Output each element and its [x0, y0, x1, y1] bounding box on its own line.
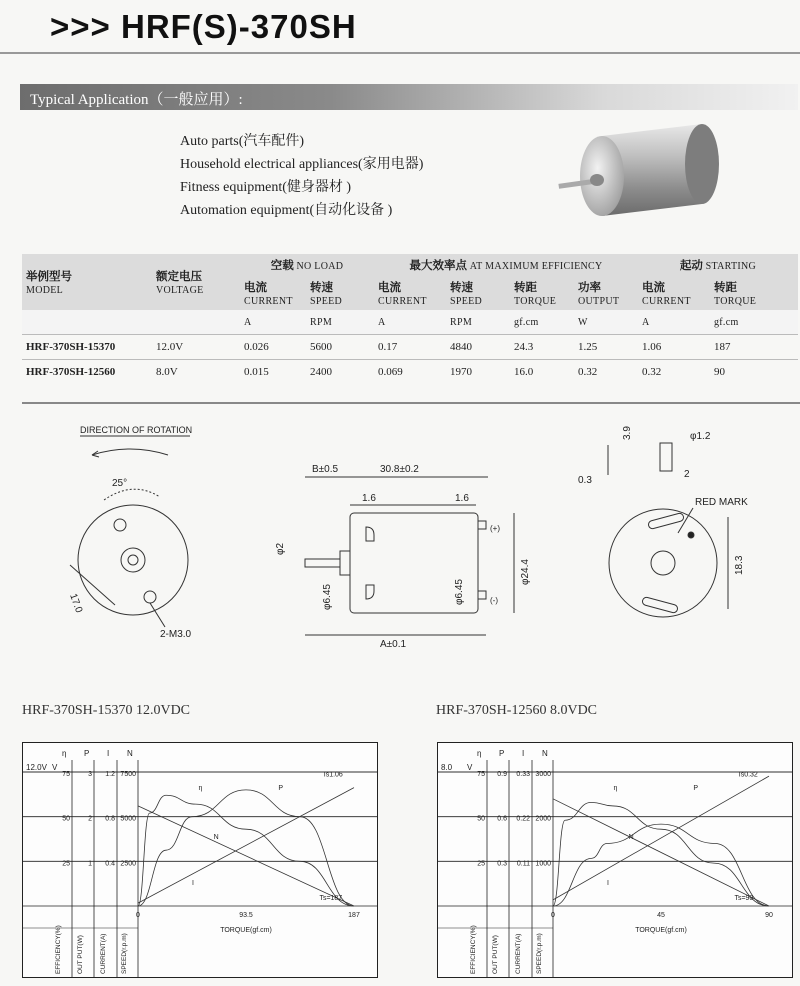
application-item: Auto parts(汽车配件)	[180, 134, 305, 149]
voltage-unit-label: V	[467, 763, 473, 772]
output-header: 功率 OUTPUT	[574, 276, 638, 310]
table-cell: 0.32	[574, 360, 638, 385]
axis-tick-label: 1	[88, 860, 92, 868]
axis-tick-label: 2	[88, 815, 92, 823]
axis-tick-label: 2500	[120, 860, 136, 868]
performance-chart-right	[437, 742, 793, 978]
axis-tick-label: 50	[62, 815, 70, 823]
end-view-circle	[78, 505, 188, 615]
speed-header: 转速 SPEED	[306, 276, 374, 310]
shaft-outline	[305, 559, 340, 567]
chart-right-title: HRF-370SH-12560 8.0VDC	[436, 703, 598, 718]
terminal-detail	[660, 443, 672, 471]
speed-header: 转速 SPEED	[446, 276, 510, 310]
application-item: Automation equipment(自动化设备 )	[180, 203, 393, 218]
torque-header: 转距 TORQUE	[710, 276, 798, 310]
red-mark-dot	[688, 532, 694, 538]
axis-tick-label: 50	[477, 815, 485, 823]
axis-header-label: η	[62, 749, 67, 758]
dim-18-3-label: 18.3	[734, 555, 745, 575]
stall-current-label: Is1.06	[323, 771, 343, 779]
pcd-label: 17.0	[67, 592, 85, 615]
axis-tick-label: 75	[62, 771, 70, 778]
unit-cell: gf.cm	[710, 310, 798, 335]
axis-header-label: I	[522, 749, 525, 758]
axis-tick-label: 1000	[535, 860, 551, 868]
x-tick-label: 187	[348, 912, 360, 919]
current-curve-label: I	[607, 880, 609, 888]
angle-label: 25°	[112, 478, 128, 489]
application-item: Fitness equipment(健身器材 )	[180, 180, 352, 195]
dim-3-9-label: 3.9	[622, 426, 633, 440]
boss-outline	[340, 551, 350, 575]
minus-terminal-label: (-)	[490, 596, 498, 605]
title-divider	[0, 52, 800, 54]
axis-tick-label: 5000	[120, 815, 136, 823]
starting-header: 起动 STARTING	[638, 254, 798, 276]
table-units-row	[22, 310, 798, 335]
mount-hole	[114, 519, 126, 531]
length-label: 30.8±0.2	[380, 464, 419, 475]
axis-header-label: η	[477, 749, 482, 758]
table-cell: 8.0V	[152, 360, 240, 385]
voltage-label: 12.0V	[26, 763, 47, 772]
axis-header-label: P	[84, 749, 90, 758]
brush-slot	[648, 512, 685, 529]
mount-hole	[144, 591, 156, 603]
table-cell: 2400	[306, 360, 374, 385]
hole-label: 2-M3.0	[160, 629, 192, 640]
unit-cell: RPM	[446, 310, 510, 335]
table-cell: 16.0	[510, 360, 574, 385]
terminal	[478, 521, 486, 529]
b-dim-label: B±0.5	[312, 464, 339, 475]
voltage-unit-label: V	[52, 763, 58, 772]
vent-slot	[366, 527, 374, 541]
axis-tick-label: 2000	[535, 815, 551, 823]
application-item: Household electrical appliances(家用电器)	[180, 157, 424, 172]
axis-tick-label: 1.2	[105, 771, 115, 778]
table-row	[22, 335, 798, 360]
terminal	[478, 591, 486, 599]
axis-tick-label: 0.9	[497, 771, 507, 778]
max-efficiency-header: 最大效率点 AT MAXIMUM EFFICIENCY	[374, 254, 638, 276]
axis-header-label: N	[127, 749, 133, 758]
model-header: 举例型号 MODEL	[22, 254, 152, 310]
boss-diameter-label-2: φ6.45	[454, 579, 465, 605]
table-cell: 0.015	[240, 360, 306, 385]
axis-name-label: OUT PUT(W)	[77, 935, 84, 974]
axis-tick-label: 25	[477, 860, 485, 868]
axis-tick-label: 3000	[535, 771, 551, 778]
direction-of-rotation-label: DIRECTION OF ROTATION	[80, 425, 193, 435]
axis-name-label: SPEED(r.p.m)	[536, 933, 543, 974]
axis-tick-label: 75	[477, 771, 485, 778]
spec-table	[22, 254, 798, 384]
table-cell: 90	[710, 360, 798, 385]
a-dim-label: A±0.1	[380, 639, 407, 650]
vent-slot	[366, 585, 374, 599]
motor-photo-illustration	[552, 116, 752, 226]
table-cell: 0.32	[638, 360, 710, 385]
dim-1-6-right: 1.6	[455, 493, 469, 504]
stall-torque-label: Ts=90	[734, 894, 754, 902]
x-tick-label: 45	[657, 912, 665, 919]
axis-tick-label: 0.33	[516, 771, 530, 778]
x-tick-label: 0	[136, 912, 140, 919]
unit-cell: gf.cm	[510, 310, 574, 335]
axis-name-label: SPEED(r.p.m)	[121, 933, 128, 974]
axis-header-label: N	[542, 749, 548, 758]
rear-view-bearing	[651, 551, 675, 575]
unit-cell: A	[240, 310, 306, 335]
dim-0-3-label: 0.3	[578, 475, 592, 486]
chart-left-title: HRF-370SH-15370 12.0VDC	[22, 703, 191, 718]
axis-tick-label: 0.8	[105, 815, 115, 823]
output-curve-label: P	[693, 785, 699, 793]
axis-header-label: I	[107, 749, 110, 758]
table-cell: 1970	[446, 360, 510, 385]
performance-chart-left	[22, 742, 378, 978]
torque-header: 转距 TORQUE	[510, 276, 574, 310]
axis-tick-label: 0.4	[105, 860, 115, 868]
rotation-arrow-icon	[92, 449, 168, 455]
stall-torque-label: Ts=187	[319, 894, 343, 902]
axis-header-label: P	[499, 749, 505, 758]
table-cell: 0.069	[374, 360, 446, 385]
page-title: >>> HRF(S)-370SH	[50, 8, 357, 45]
shaft-diameter-label: φ2	[275, 542, 286, 555]
axis-tick-label: 0.6	[497, 815, 507, 823]
table-cell: HRF-370SH-12560	[22, 360, 152, 385]
axis-tick-label: 25	[62, 860, 70, 868]
unit-cell: A	[374, 310, 446, 335]
table-cell: 1.25	[574, 335, 638, 360]
application-header-label: Typical Application（一般应用）:	[30, 92, 243, 108]
speed-curve-label: N	[628, 834, 634, 841]
table-cell: 0.17	[374, 335, 446, 360]
unit-cell: RPM	[306, 310, 374, 335]
current-curve-label: I	[192, 880, 194, 888]
dim-1-2-label: φ1.2	[690, 431, 711, 442]
efficiency-curve-label: η	[613, 785, 618, 793]
table-cell: 24.3	[510, 335, 574, 360]
table-cell: 0.026	[240, 335, 306, 360]
table-cell: 12.0V	[152, 335, 240, 360]
x-tick-label: 0	[551, 912, 555, 919]
table-cell: 1.06	[638, 335, 710, 360]
axis-tick-label: 0.11	[516, 860, 530, 868]
technical-drawing	[0, 405, 800, 665]
end-view-shaft	[128, 555, 138, 565]
current-header: 电流 CURRENT	[638, 276, 710, 310]
x-axis-label: TORQUE(gf.cm)	[635, 927, 687, 934]
current-header: 电流 CURRENT	[374, 276, 446, 310]
axis-name-label: EFFICIENCY(%)	[470, 925, 477, 974]
unit-cell: W	[574, 310, 638, 335]
speed-curve-label: N	[213, 834, 219, 841]
axis-tick-label: 0.22	[516, 815, 530, 823]
axis-tick-label: 7500	[120, 771, 136, 778]
rear-view-circle	[609, 509, 717, 617]
axis-name-label: CURRENT(A)	[100, 933, 107, 974]
red-mark-label: RED MARK	[695, 497, 748, 508]
voltage-header: 额定电压 VOLTAGE	[152, 254, 240, 310]
stall-current-label: Is0.32	[738, 771, 758, 779]
unit-cell: A	[638, 310, 710, 335]
table-cell: HRF-370SH-15370	[22, 335, 152, 360]
table-cell: 5600	[306, 335, 374, 360]
dim-1-6-left: 1.6	[362, 493, 376, 504]
axis-tick-label: 3	[88, 771, 92, 778]
body-diameter-label: φ24.4	[520, 559, 531, 585]
brush-slot	[642, 596, 679, 613]
table-cell: 4840	[446, 335, 510, 360]
table-header-row	[22, 254, 798, 276]
voltage-label: 8.0	[441, 763, 453, 772]
efficiency-curve-label: η	[198, 785, 203, 793]
axis-name-label: EFFICIENCY(%)	[55, 925, 62, 974]
axis-name-label: CURRENT(A)	[515, 933, 522, 974]
axis-name-label: OUT PUT(W)	[492, 935, 499, 974]
x-tick-label: 93.5	[239, 912, 253, 919]
section-divider	[22, 402, 800, 404]
no-load-header: 空载 NO LOAD	[240, 254, 374, 276]
table-row	[22, 360, 798, 385]
dim-2-label: 2	[684, 469, 690, 480]
x-tick-label: 90	[765, 912, 773, 919]
boss-diameter-label: φ6.45	[322, 584, 333, 610]
angle-arc	[104, 489, 160, 500]
output-curve-label: P	[278, 785, 284, 793]
table-cell: 187	[710, 335, 798, 360]
current-header: 电流 CURRENT	[240, 276, 306, 310]
x-axis-label: TORQUE(gf.cm)	[220, 927, 272, 934]
plus-terminal-label: (+)	[490, 524, 500, 533]
axis-tick-label: 0.3	[497, 860, 507, 868]
end-view-boss	[121, 548, 145, 572]
